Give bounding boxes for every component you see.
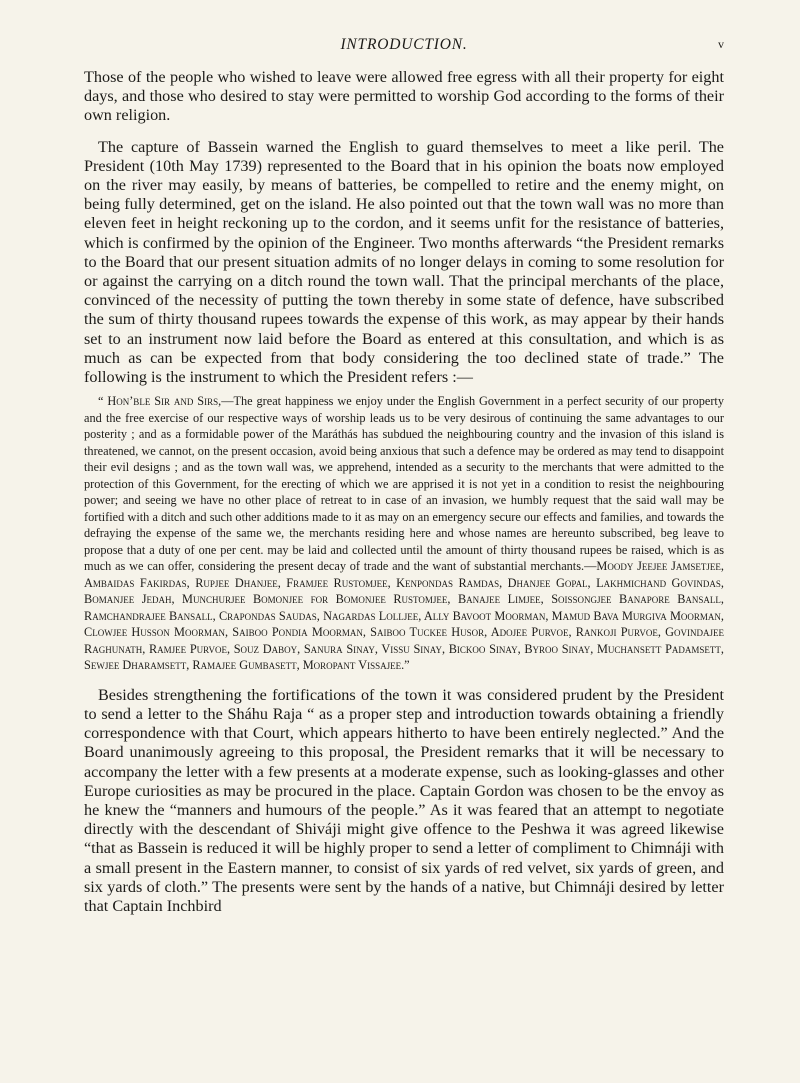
page-number: v — [718, 37, 724, 51]
book-page — [84, 32, 724, 916]
quote-body: —The great happiness we enjoy under the English Government in a perfect security of our property and the free exercise of our respective ways of worship leads us to be very desirous of continuing the same advantages to our posterity ; and as a formidable power of the Maráthás has subdued the neighbouring country and the invasion of this island is threatened, we cannot, on the present occasion, avoid being anxious that such a defence may be ordered as may tend to disappoint their evil designs ; and as the town wall was, we apprehend, intended as a security to the merchants that were admitted to the protection of this Government, for the erecting of which we are apprised it is not yet in a condition to resist the neighbouring power; and seeing we have no other place of retreat to in case of an invasion, we humbly request that the said wall may be fortified with a ditch and such other additions made to it as may on an emergency secure our effects and families, and towards the defraying the expense of the same we, the merchants residing here and whose names are hereunto subscribed, beg leave to propose that a duty of one per cent. may be laid and collected until the amount of thirty thousand rupees be raised, which is as much as we can offer, considering the present decay of trade and the want of substantial merchants.— — [84, 394, 725, 574]
paragraph-capture-text: The capture of Bassein warned the English to guard themselves to meet a like peril. The President (10th May 1739) represented to the Board that in his opinion the boats now employed on the river may easily, by means of batteries, be compelled to retire and the enemy might, on being fully determined, get on the island. He also pointed out that the town wall was no more than eleven feet in height reckoning up to the cordon, and it seems unfit for the resistance of batteries, which is confirmed by the opinion of the Engineer. Two months afterwards “the President remarks to the Board that our present situation admits of no longer delays in coming to some resolution for or against the carrying on a ditch round the town wall. That the principal merchants of the place, convinced of the necessity of putting the town thereby in some state of defence, have subscribed the sum of thirty thousand rupees towards the expense of this work, as may appear by their hands set to an instrument now laid before the Board as entered at this consultation, and which is as much as can be expected from that body considering the too declined state of trade.” The following is the instrument to which the President refers :— — [84, 137, 724, 387]
running-title: INTRODUCTION. — [340, 36, 468, 53]
body-text — [84, 68, 724, 916]
merchants-instrument-quote — [84, 393, 724, 674]
quote-signatories: Moody Jeejee Jamsetjee, Ambaidas Fakirdas, Rupjee Dhanjee, Framjee Rustomjee, Kenpondas Ramdas, Dhanjee Gopal, Lakhmichand Govindas, Bomanjee Jedah, Munchurjee Bomonjee for Bomonjee Rustomjee, Banajee Limjee, Soissongjee Banapore Bansall, Ramchandrajee Bansall, Crapondas Saudas, Nagardas Lolljee, Ally Bavoot Moorman, Mamud Bava Murgiva Moorman, Clowjee Husson Moorman, Saiboo Pondia Moorman, Saiboo Tuckee Husor, Adojee Purvoe, Rankoji Purvoe, Govindajee Raghunath, Ramjee Purvoe, Souz Daboy, Sanura Sinay, Vissu Sinay, Bickoo Sinay, Byroo Sinay, Muchansett Padamsett, Sewjee Dharamsett, Ramajee Gumbasett, Moropant Vissajee. — [84, 559, 725, 673]
paragraph-fortifications: Besides strengthening the fortifications of the town it was considered prudent by the President to send a letter to the Sháhu Raja “ as a proper step and introduction towards obtaining a friendly correspondence with that Court, which appears hitherto to have been entirely neglected.” And the Board unanimously agreeing to this proposal, the President remarks that it will be necessary to accompany the letter with a few presents at a moderate expense, such as looking-glasses and other Europe curiosities as may be procured in the place. Captain Gordon was chosen to be the envoy as he knew the “manners and humours of the people.” As it was feared that an attempt to negotiate directly with the descendant of Shiváji might give offence to the Peshwa it was agreed likewise “that as Bassein is reduced it will be highly proper to send a letter of compliment to Chimnáji with a small present in the Eastern manner, to consist of six yards of red velvet, six yards of green, and six yards of cloth.” The presents were sent by the hands of a native, but Chimnáji desired by letter that Captain Inchbird — [84, 685, 724, 915]
quote-salutation: “ Hon’ble Sir and Sirs, — [98, 394, 222, 409]
quote-close: ” — [404, 658, 410, 673]
paragraph-capture-of-bassein — [84, 138, 724, 388]
running-header — [84, 32, 724, 62]
paragraph-egress: Those of the people who wished to leave were allowed free egress with all their property for eight days, and those who desired to stay were permitted to worship God according to the forms of their own religion. — [84, 68, 724, 125]
